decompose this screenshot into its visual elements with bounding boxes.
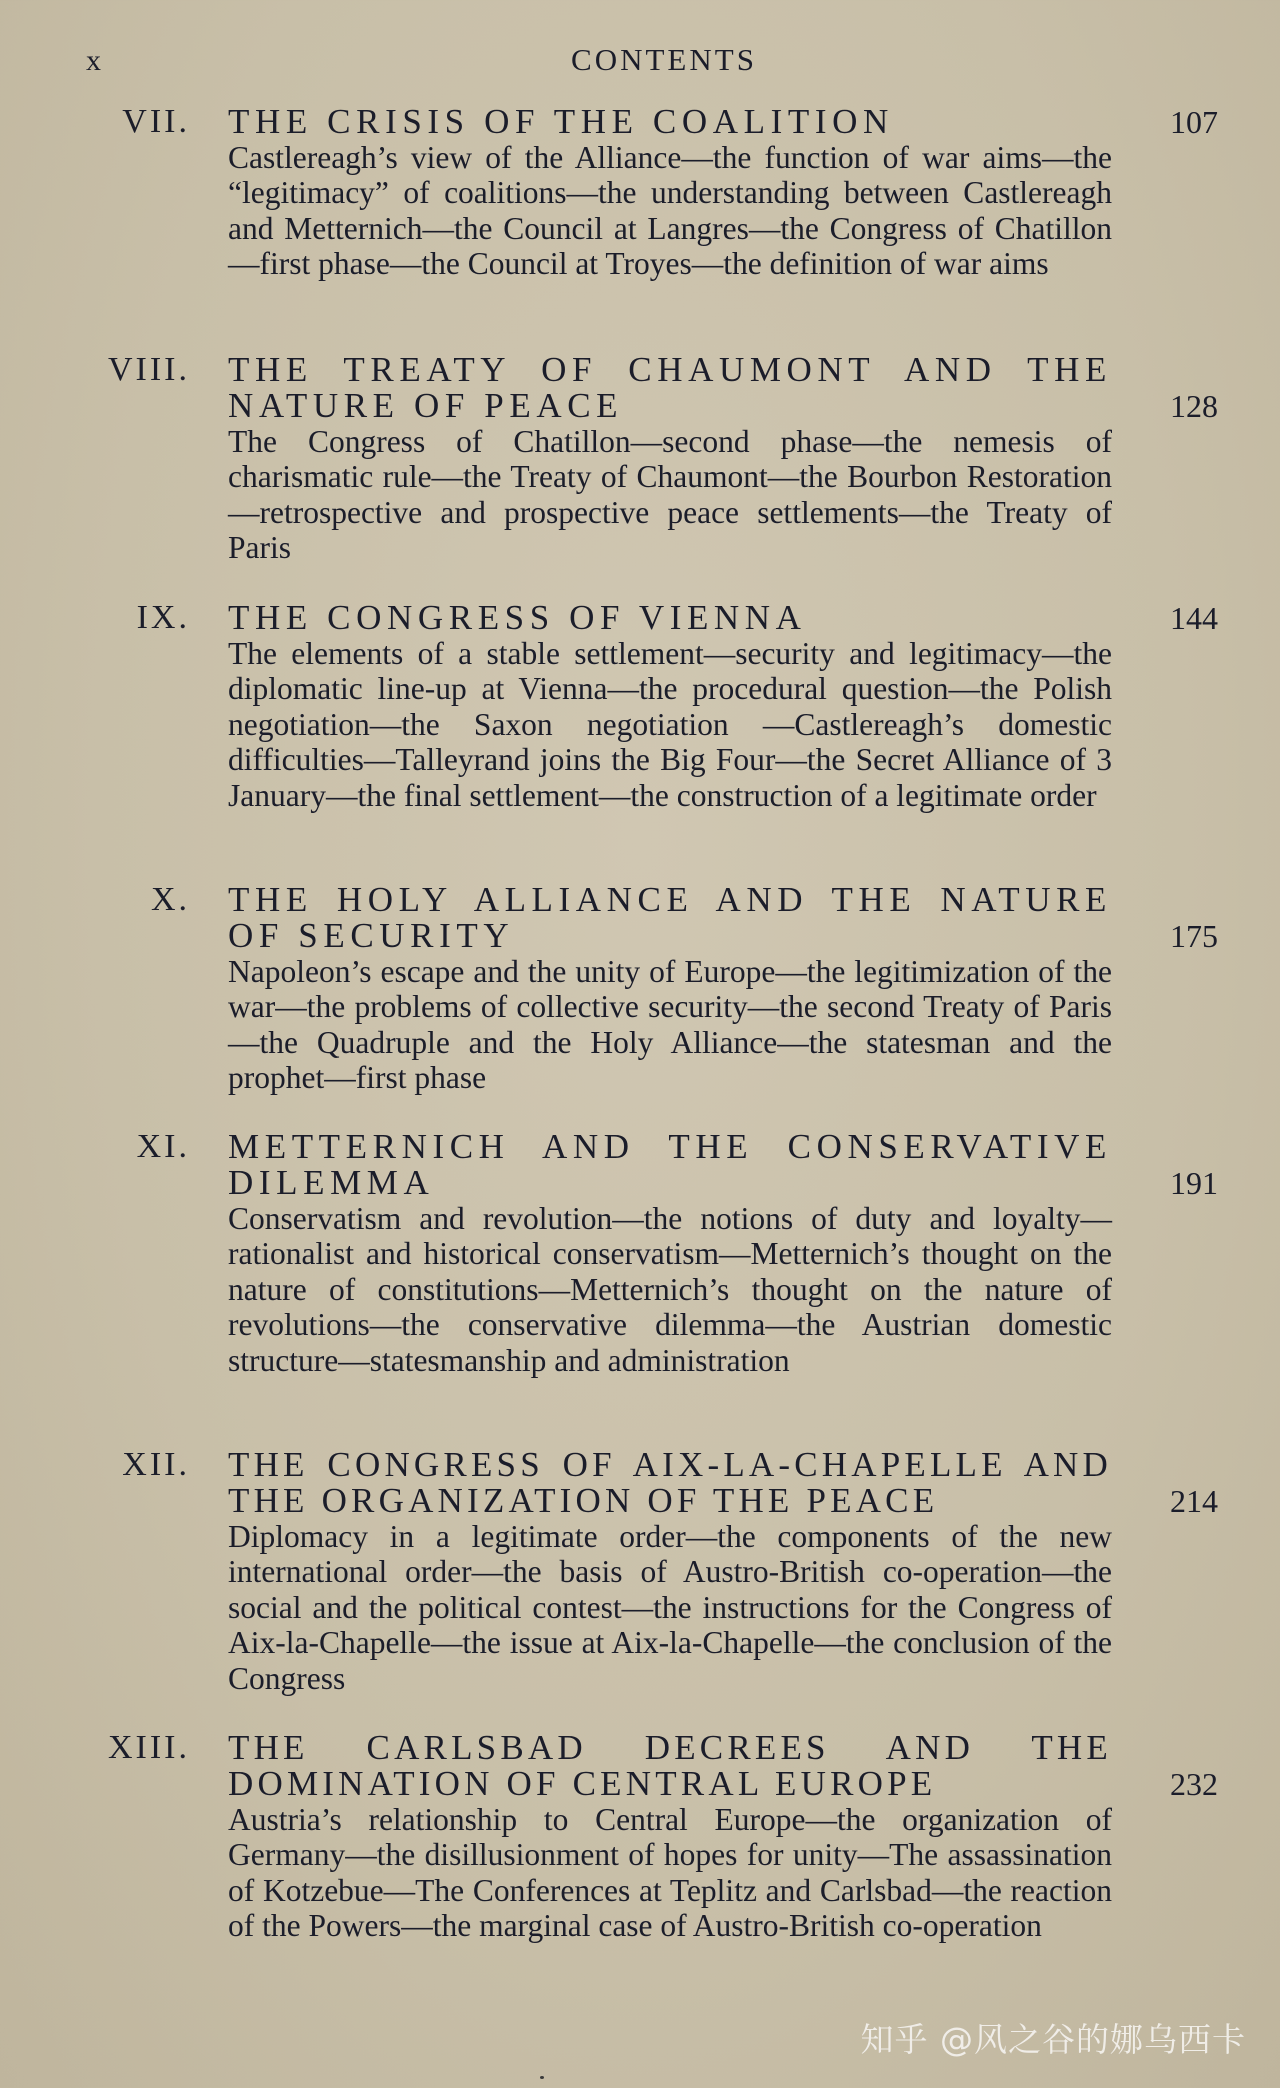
chapter-page: 128 (1170, 388, 1218, 424)
chapter-page: 107 (1170, 104, 1218, 140)
print-speck (540, 2076, 544, 2079)
chapter-title: METTERNICH AND THE CONSERVATIVE DILEMMA (228, 1127, 1112, 1202)
chapter-page: 232 (1170, 1766, 1218, 1802)
chapter-title: THE TREATY OF CHAUMONT AND THE NATURE OF PEACE (228, 350, 1112, 425)
chapter-description: Austria’s relationship to Central Europe—the organization of Germany—the disillusionment of hopes for unity—The assassination of Kotzebue—The Conferences at Teplitz and Carlsbad—the reaction of the Powers—the marginal case of Austro-British co-operation (228, 1802, 1112, 1944)
chapter-description: The elements of a stable settlement—security and legitimacy—the diplomatic line-up at Vienna—the procedural question—the Polish negotiation—the Saxon negotiation —Castlereagh’s domestic difficulties—Talleyrand joins the Big Four—the Secret Alliance of 3 January—the final settlement—the construction of a legitimate order (228, 636, 1112, 813)
chapter-description: Diplomacy in a legitimate order—the components of the new international order—the basis of Austro-British co-operation—the social and the political contest—the instructions for the Congress of Aix-la-Chapelle—the issue at Aix-la-Chapelle—the conclusion of the Congress (228, 1519, 1112, 1696)
chapter-numeral: VII. (122, 103, 190, 140)
chapter-description: Conservatism and revolution—the notions of duty and loyalty—rationalist and historical conservatism—Metternich’s thought on the nature of constitutions—Metternich’s thought on the nature of revolutions—the conservative dilemma—the Austrian domestic structure—statesmanship and administration (228, 1201, 1112, 1378)
chapter-page: 191 (1170, 1165, 1218, 1201)
page-title: CONTENTS (571, 42, 757, 77)
chapter-description: Napoleon’s escape and the unity of Europe—the legitimization of the war—the problems of collective security—the second Treaty of Paris—the Quadruple and the Holy Alliance—the statesman and the prophet—first phase (228, 954, 1112, 1096)
watermark: 知乎 @风之谷的娜乌西卡 (860, 2020, 1246, 2059)
chapter-numeral: XI. (136, 1128, 190, 1165)
chapter-numeral: XIII. (107, 1729, 190, 1766)
chapter-title: THE CARLSBAD DECREES AND THE DOMINATION OF CENTRAL EUROPE (228, 1728, 1112, 1803)
chapter-numeral: IX. (136, 599, 190, 636)
chapter-numeral: XII. (122, 1446, 190, 1483)
chapter-description: The Congress of Chatillon—second phase—the nemesis of charismatic rule—the Treaty of Chaumont—the Bourbon Restoration—retrospective and prospective peace settlements—the Treaty of Paris (228, 424, 1112, 566)
chapter-description: Castlereagh’s view of the Alliance—the function of war aims—the “legitimacy” of coalitions—the understanding between Castlereagh and Metternich—the Council at Langres—the Congress of Chatillon—first phase—the Council at Troyes—the definition of war aims (228, 140, 1112, 282)
page-number: x (86, 44, 102, 77)
chapter-title: THE CRISIS OF THE COALITION (228, 102, 894, 141)
chapter-title: THE HOLY ALLIANCE AND THE NATURE OF SECURITY (228, 880, 1112, 955)
chapter-page: 214 (1170, 1483, 1218, 1519)
chapter-page: 175 (1170, 918, 1218, 954)
chapter-numeral: X. (150, 881, 190, 918)
chapter-page: 144 (1170, 600, 1218, 636)
chapter-numeral: VIII. (107, 351, 190, 388)
chapter-title: THE CONGRESS OF VIENNA (228, 598, 807, 637)
chapter-title: THE CONGRESS OF AIX-LA-CHAPELLE AND THE ORGANIZATION OF THE PEACE (228, 1445, 1112, 1520)
